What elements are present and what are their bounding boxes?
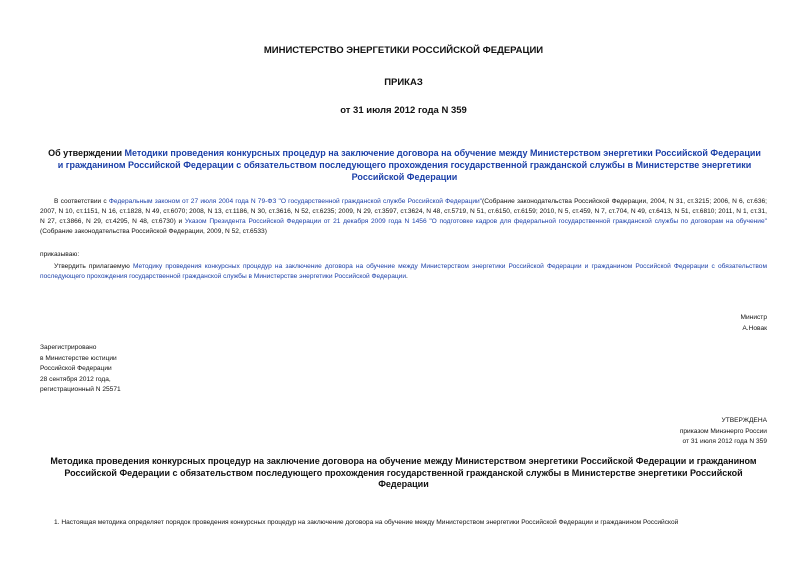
subject-methodology-link[interactable]: Методики проведения конкурсных процедур на заключение договора на обучение между Министерством энергетики Российской Федерации и гражданином Российской Федерации с обязательством последующего прохождения государственной гражданской службы в Министерстве энергетики Российской Федерации bbox=[57, 148, 761, 182]
registration-line-3: Российской Федерации bbox=[40, 365, 112, 372]
order-subject bbox=[48, 147, 761, 183]
approved-line-2: приказом Минэнерго России bbox=[679, 427, 767, 435]
approve-methodology-link[interactable]: Методику проведения конкурсных процедур на заключение договора на обучение между Министерством энергетики Российской Федерации и гражданином Российской Федерации с обязательством последующего прохождения государственной гражданской службы в Министерстве энергетики Российской Федерации bbox=[40, 263, 767, 280]
registration-block bbox=[40, 343, 121, 396]
clause-1-text: 1. Настоящая методика определяет порядок проведения конкурсных процедур на заключение договора на обучение между Министерством энергетики Российской Федерации и гражданином Российской bbox=[54, 519, 679, 526]
federal-law-link[interactable]: Федеральным законом от 27 июля 2004 года N 79-ФЗ "О государственной гражданской службе Российской Федерации" bbox=[108, 198, 483, 205]
registration-line-5: регистрационный N 25571 bbox=[40, 386, 121, 393]
registration-line-4: 28 сентября 2012 года, bbox=[40, 375, 111, 383]
registration-line-1: Зарегистрировано bbox=[40, 344, 97, 351]
doc-type-heading: ПРИКАЗ bbox=[384, 77, 423, 88]
signer-name: А.Новак bbox=[742, 324, 767, 332]
approved-line-1: УТВЕРЖДЕНА bbox=[721, 417, 767, 424]
approve-paragraph bbox=[40, 262, 767, 282]
preamble-part2: (Собрание законодательства Российской Федерации, 2004, N 31, ст.3215; 2006, N 6, ст.636; 2007, N 10, ст.1151, N 16, ст.1828, N 49, ст.6070; 2008, N 13, ст.1186, N 30, ст.3616, N 52, ст.6235; 2009, N 29, ст.3597, ст.3624, N 48, ст.5719, N 51, ст.6150, ст.6159; 2010, N 5, ст.459, N 7, ст.704, N 49, ст.6413, N 51, ст.6810; 2011, N 1, ст.31, N 27, ст.3866, N 29, ст.4295, N 48, ст.6730) и bbox=[40, 198, 768, 225]
preamble-part3: (Собрание законодательства Российской Федерации, 2009, N 52, ст.6533) bbox=[40, 227, 267, 235]
doc-date-number: от 31 июля 2012 года N 359 bbox=[340, 105, 467, 116]
preamble-part1: В соответствии с bbox=[54, 198, 109, 205]
signer-title: Министр bbox=[740, 314, 767, 321]
registration-line-2: в Министерстве юстиции bbox=[40, 354, 117, 362]
clause-1 bbox=[40, 518, 767, 528]
approved-block bbox=[680, 416, 767, 448]
signature-block bbox=[741, 313, 768, 334]
approve-prefix: Утвердить прилагаемую bbox=[54, 263, 133, 270]
ministry-heading: МИНИСТЕРСТВО ЭНЕРГЕТИКИ РОССИЙСКОЙ ФЕДЕРАЦИИ bbox=[263, 45, 544, 56]
subject-prefix: Об утверждении bbox=[48, 148, 125, 158]
approved-line-3: от 31 июля 2012 года N 359 bbox=[682, 438, 767, 445]
orders-word: приказываю: bbox=[40, 251, 80, 258]
presidential-decree-link[interactable]: Указом Президента Российской Федерации от 21 декабря 2009 года N 1456 "О подготовке кадров для федеральной государственной гражданской службы по договорам на обучение" bbox=[184, 217, 767, 225]
methodology-title: Методика проведения конкурсных процедур на заключение договора на обучение между Министерством энергетики Российской Федерации и гражданином Российской Федерации с обязательством последующего прохождения государственной гражданской службы в Министерстве энергетики Российской Федерации bbox=[50, 456, 757, 489]
preamble-paragraph bbox=[40, 197, 767, 237]
approve-suffix: . bbox=[406, 272, 408, 280]
